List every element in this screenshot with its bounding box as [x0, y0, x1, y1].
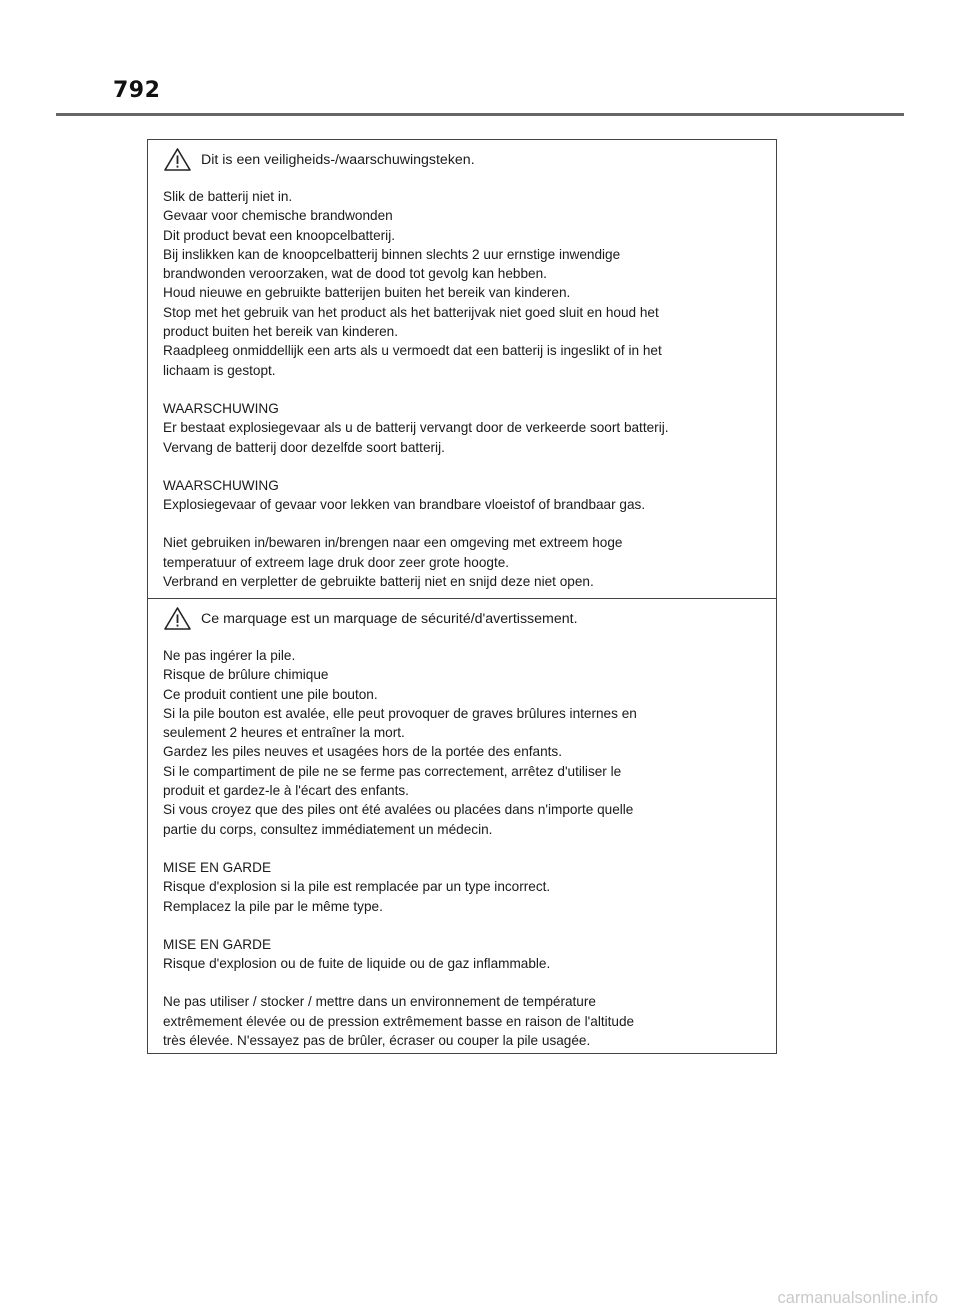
paragraph: [163, 476, 770, 515]
text-line: WAARSCHUWING: [163, 400, 279, 416]
warning-section-dutch: [148, 140, 776, 598]
paragraph: [163, 646, 770, 839]
text-line: Ne pas ingérer la pile.: [163, 648, 296, 663]
warning-headline-text: Dit is een veiligheids-/waarschuwingsteken.: [201, 151, 475, 168]
text-line: partie du corps, consultez immédiatement un médecin.: [163, 821, 493, 837]
warning-headline: [163, 605, 770, 632]
text-line: Gevaar voor chemische brandwonden: [163, 208, 393, 224]
text-line: MISE EN GARDE: [163, 859, 272, 875]
text-line: Houd nieuwe en gebruikte batterijen buiten het bereik van kinderen.: [163, 285, 571, 301]
text-line: produit et gardez-le à l'écart des enfants.: [163, 783, 409, 799]
text-line: Si le compartiment de pile ne se ferme pas correctement, arrêtez d'utiliser le: [163, 763, 622, 779]
header-rule: [56, 113, 904, 116]
warning-section-french: [148, 598, 776, 1054]
text-line: Verbrand en verpletter de gebruikte batterij niet en snijd deze niet open.: [163, 574, 594, 590]
text-line: Bij inslikken kan de knoopcelbatterij binnen slechts 2 uur ernstige inwendige: [163, 246, 621, 262]
text-line: Si la pile bouton est avalée, elle peut provoquer de graves brûlures internes en: [163, 705, 637, 721]
warning-headline: [163, 146, 770, 173]
text-line: Dit product bevat een knoopcelbatterij.: [163, 227, 395, 243]
text-line: Niet gebruiken in/bewaren in/brengen naar een omgeving met extreem hoge: [163, 535, 623, 551]
text-line: lichaam is gestopt.: [163, 362, 276, 378]
text-line: brandwonden veroorzaken, wat de dood tot gevolg kan hebben.: [163, 266, 547, 282]
paragraph: [163, 187, 770, 380]
text-line: Risque d'explosion si la pile est remplacée par un type incorrect.: [163, 879, 551, 895]
text-line: temperatuur of extreem lage druk door zeer grote hoogte.: [163, 554, 510, 570]
warning-triangle-icon: [163, 147, 192, 172]
text-line: Remplacez la pile par le même type.: [163, 898, 383, 914]
text-line: Gardez les piles neuves et usagées hors de la portée des enfants.: [163, 744, 562, 760]
paragraph: [163, 935, 770, 974]
paragraph: [163, 399, 770, 457]
text-line: seulement 2 heures et entraîner la mort.: [163, 725, 405, 741]
text-line: WAARSCHUWING: [163, 477, 279, 493]
text-line: MISE EN GARDE: [163, 936, 272, 952]
text-line: Vervang de batterij door dezelfde soort batterij.: [163, 439, 445, 455]
text-line: Stop met het gebruik van het product als het batterijvak niet goed sluit en houd het: [163, 304, 659, 320]
text-line: Ce produit contient une pile bouton.: [163, 686, 378, 702]
text-line: Risque d'explosion ou de fuite de liquide ou de gaz inflammable.: [163, 956, 551, 972]
text-line: Risque de brûlure chimique: [163, 667, 329, 683]
text-line: product buiten het bereik van kinderen.: [163, 324, 399, 340]
page-number: 792: [113, 78, 161, 103]
text-line: Si vous croyez que des piles ont été avalées ou placées dans n'importe quelle: [163, 802, 634, 818]
text-line: très élevée. N'essayez pas de brûler, écraser ou couper la pile usagée.: [163, 1033, 591, 1049]
battery-warning-box: [147, 139, 777, 1054]
text-line: Er bestaat explosiegevaar als u de batterij vervangt door de verkeerde soort batterij.: [163, 420, 669, 436]
paragraph: [163, 992, 770, 1050]
paragraph: [163, 533, 770, 591]
paragraph: [163, 858, 770, 916]
warning-headline-text: Ce marquage est un marquage de sécurité/d'avertissement.: [201, 610, 578, 627]
warning-triangle-icon: [163, 606, 192, 631]
text-line: Raadpleeg onmiddellijk een arts als u vermoedt dat een batterij is ingeslikt of in het: [163, 343, 662, 359]
text-line: Ne pas utiliser / stocker / mettre dans un environnement de température: [163, 994, 596, 1010]
watermark-text: carmanualsonline.info: [777, 1289, 938, 1307]
text-line: Explosiegevaar of gevaar voor lekken van brandbare vloeistof of brandbaar gas.: [163, 497, 646, 513]
text-line: Slik de batterij niet in.: [163, 189, 293, 204]
text-line: extrêmement élevée ou de pression extrêmement basse en raison de l'altitude: [163, 1013, 635, 1029]
